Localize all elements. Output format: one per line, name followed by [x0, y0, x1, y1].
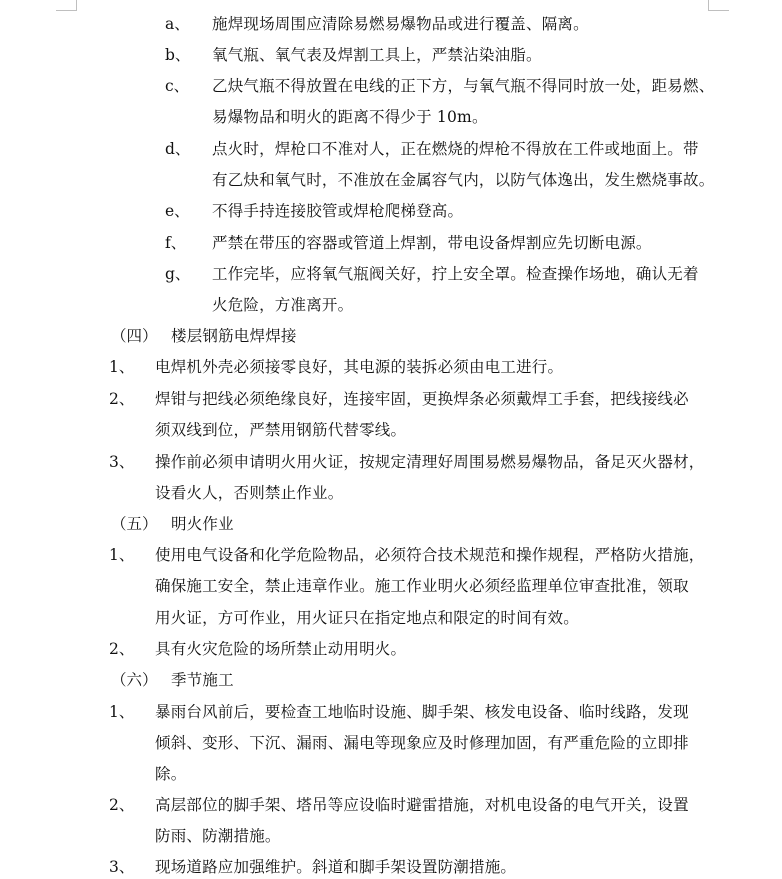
- list-marker: c、: [165, 77, 190, 95]
- list-marker: 2、: [109, 796, 135, 814]
- list-item-text: 设看火人，否则禁止作业。: [155, 484, 344, 502]
- list-item-text: 使用电气设备和化学危险物品，必须符合技术规范和操作规程，严格防火措施，: [155, 546, 705, 564]
- list-marker: a、: [165, 15, 190, 33]
- list-marker: 2、: [109, 640, 135, 658]
- list-item-text: 火危险，方准离开。: [212, 296, 354, 314]
- section-heading: 楼层钢筋电焊焊接: [171, 327, 297, 345]
- list-marker: 3、: [109, 858, 135, 876]
- list-marker: b、: [165, 46, 191, 64]
- section-marker: （六）: [111, 671, 158, 689]
- list-marker: d、: [165, 140, 191, 158]
- list-item-text: 不得手持连接胶管或焊枪爬梯登高。: [212, 202, 464, 220]
- list-item-text: 电焊机外壳必须接零良好，其电源的装拆必须由电工进行。: [155, 358, 564, 376]
- list-item-text: 操作前必须申请明火用火证，按规定清理好周围易燃易爆物品，备足灭火器材，: [155, 453, 705, 471]
- list-item-text: 倾斜、变形、下沉、漏雨、漏电等现象应及时修理加固，有严重危险的立即排: [155, 734, 689, 752]
- list-item-text: 有乙炔和氧气时，不准放在金属容气内，以防气体逸出，发生燃烧事故。: [212, 171, 715, 189]
- list-marker: e、: [165, 202, 190, 220]
- list-item-text: 现场道路应加强维护。斜道和脚手架设置防潮措施。: [155, 858, 517, 876]
- list-marker: 1、: [109, 358, 135, 376]
- list-item-text: 乙炔气瓶不得放置在电线的正下方，与氧气瓶不得同时放一处，距易燃、: [212, 77, 715, 95]
- section-marker: （五）: [111, 515, 158, 533]
- list-marker: 1、: [109, 703, 135, 721]
- list-marker: 2、: [109, 390, 135, 408]
- list-item-text: 工作完毕，应将氧气瓶阀关好，拧上安全罩。检查操作场地，确认无着: [212, 265, 699, 283]
- list-item-text: 高层部位的脚手架、塔吊等应设临时避雷措施，对机电设备的电气开关，设置: [155, 796, 689, 814]
- list-item-text: 点火时，焊枪口不准对人，正在燃烧的焊枪不得放在工件或地面上。带: [212, 140, 699, 158]
- page-corner-mark-left: [56, 0, 77, 11]
- list-item-text: 除。: [155, 765, 187, 783]
- list-marker: f、: [165, 234, 187, 252]
- list-item-text: 焊钳与把线必须绝缘良好，连接牢固，更换焊条必须戴焊工手套，把线接线必: [155, 390, 689, 408]
- list-item-text: 确保施工安全，禁止违章作业。施工作业明火必须经监理单位审查批准，领取: [155, 577, 689, 595]
- list-marker: 3、: [109, 453, 135, 471]
- list-item-text: 暴雨台风前后，要检查工地临时设施、脚手架、核发电设备、临时线路，发现: [155, 703, 689, 721]
- section-marker: （四）: [111, 327, 158, 345]
- page-corner-mark-right: [708, 0, 729, 11]
- section-heading: 明火作业: [171, 515, 234, 533]
- list-marker: g、: [165, 265, 191, 283]
- list-item-text: 防雨、防潮措施。: [155, 827, 281, 845]
- list-item-text: 严禁在带压的容器或管道上焊割，带电设备焊割应先切断电源。: [212, 234, 652, 252]
- list-item-text: 施焊现场周围应清除易燃易爆物品或进行覆盖、隔离。: [212, 15, 589, 33]
- list-item-text: 用火证，方可作业，用火证只在指定地点和限定的时间有效。: [155, 609, 579, 627]
- list-item-text: 氧气瓶、氧气表及焊割工具上，严禁沾染油脂。: [212, 46, 542, 64]
- list-marker: 1、: [109, 546, 135, 564]
- list-item-text: 具有火灾危险的场所禁止动用明火。: [155, 640, 407, 658]
- section-heading: 季节施工: [171, 671, 234, 689]
- list-item-text: 须双线到位，严禁用钢筋代替零线。: [155, 421, 407, 439]
- list-item-text: 易爆物品和明火的距离不得少于 10m。: [212, 108, 488, 126]
